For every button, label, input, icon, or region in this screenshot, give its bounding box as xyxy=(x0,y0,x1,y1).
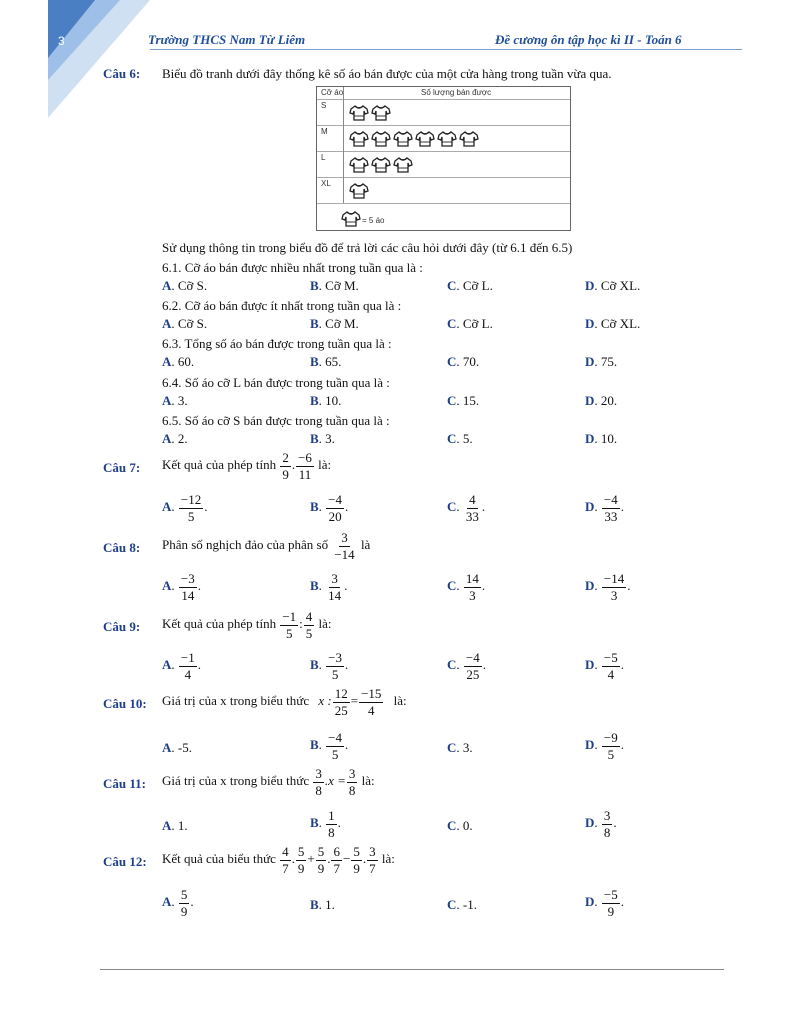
question-10-prompt: Giá trị của x trong biểu thức xyxy=(162,693,310,709)
option-a[interactable]: A. 2. xyxy=(162,431,188,446)
question-11-prompt: Giá trị của x trong biểu thức xyxy=(162,773,310,789)
corner-decoration xyxy=(0,0,150,120)
option-d[interactable]: D. 20. xyxy=(585,393,618,408)
chart-legend-text: = 5 áo xyxy=(362,216,385,225)
fraction: $\frac{-9}{5}$ xyxy=(603,730,618,762)
option-b[interactable]: B. Cỡ M. xyxy=(310,278,359,293)
shirt-icon xyxy=(371,131,391,151)
option-b[interactable]: B. 65. xyxy=(310,354,342,369)
fraction: $\frac{1}{8}$ xyxy=(328,808,335,840)
shirt-icon xyxy=(349,105,369,125)
option-b[interactable]: B. $\frac{-4}{5}$ . xyxy=(310,730,349,762)
shirt-icon xyxy=(349,157,369,177)
option-a[interactable]: A. $\frac{-1}{4}$ . xyxy=(162,650,201,682)
option-a[interactable]: A. -5. xyxy=(162,740,192,755)
chart-size-label: XL xyxy=(321,179,331,188)
option-c[interactable]: C. 3. xyxy=(447,740,473,755)
option-c[interactable]: C. Cỡ L. xyxy=(447,316,493,331)
shirt-icon xyxy=(371,157,391,177)
question-10-label: Câu 10: xyxy=(103,696,147,711)
fraction: $\frac{5}{9}$ xyxy=(180,887,188,919)
fraction: $\frac{-15}{4}$ xyxy=(361,686,382,718)
option-a[interactable]: A. Cỡ S. xyxy=(162,316,208,331)
footer-divider xyxy=(100,969,724,970)
fraction: $\frac{3}{7}$ xyxy=(369,844,376,876)
sub-question: 6.1. Cỡ áo bán được nhiều nhất trong tuần qua là : xyxy=(162,260,423,275)
shirt-icon xyxy=(415,131,435,151)
question-9-text: Kết quả của phép tính $\frac{-1}{5}$ : $\frac{4}{5}$ là: xyxy=(162,609,332,641)
shirt-icon xyxy=(349,131,369,151)
fraction: $\frac{4}{33}$ xyxy=(465,492,479,524)
pictograph-chart xyxy=(316,86,571,231)
option-d[interactable]: D. Cỡ XL. xyxy=(585,316,641,331)
question-11-label: Câu 11: xyxy=(103,776,146,791)
document-title: Đề cương ôn tập học kì II - Toán 6 xyxy=(495,32,682,47)
chart-size-label: S xyxy=(321,101,327,110)
question-12-label: Câu 12: xyxy=(103,854,147,869)
fraction: $\frac{-4}{25}$ xyxy=(465,650,480,682)
question-6-intro: Sử dụng thông tin trong biểu đồ để trả lời các câu hỏi dưới đây (từ 6.1 đến 6.5) xyxy=(162,240,573,255)
fraction: $\frac{-5}{9}$ xyxy=(603,887,618,919)
question-12-text: Kết quả của biểu thức $\frac{4}{7}$ . $\frac{5}{9}$ + $\frac{5}{9}$ . $\frac{6}{7}$ − $\frac{5}{9}$ . $\frac{3}{7}$ là: xyxy=(162,844,395,876)
page-number: 3 xyxy=(58,34,65,48)
sub-question: 6.3. Tổng số áo bán được trong tuần qua là : xyxy=(162,336,392,351)
option-d[interactable]: D. 75. xyxy=(585,354,618,369)
fraction: $\frac{-12}{5}$ xyxy=(180,492,202,524)
option-b[interactable]: B. $\frac{-3}{5}$ . xyxy=(310,650,349,682)
fraction: $\frac{3}{8}$ xyxy=(315,766,322,798)
shirt-icon xyxy=(349,183,369,203)
question-8-label: Câu 8: xyxy=(103,540,141,555)
fraction: $\frac{4}{7}$ xyxy=(282,844,289,876)
fraction: $\frac{5}{9}$ xyxy=(297,844,305,876)
fraction: $\frac{-1}{4}$ xyxy=(180,650,195,682)
shirt-icon xyxy=(393,157,413,177)
option-a[interactable]: A. $\frac{-12}{5}$ . xyxy=(162,492,208,524)
question-9-prompt: Kết quả của phép tính xyxy=(162,616,277,632)
fraction: $\frac{5}{9}$ xyxy=(317,844,325,876)
option-c[interactable]: C. -1. xyxy=(447,897,477,912)
question-6-text: Biểu đồ tranh dưới đây thống kê số áo bán được của một cửa hàng trong tuần vừa qua. xyxy=(162,66,612,81)
fraction: $\frac{-3}{14}$ xyxy=(180,571,195,603)
chart-size-label: M xyxy=(321,127,328,136)
chart-size-label: L xyxy=(321,153,326,162)
shirt-icon xyxy=(371,105,391,125)
fraction: $\frac{-6}{11}$ xyxy=(298,450,312,482)
legend-shirt-icon xyxy=(341,211,361,231)
chart-col-size: Cỡ áo xyxy=(321,88,344,97)
chart-col-count: Số lượng bán được xyxy=(421,88,492,97)
question-12-prompt: Kết quả của biểu thức xyxy=(162,851,276,867)
option-c[interactable]: C. Cỡ L. xyxy=(447,278,493,293)
fraction: $\frac{4}{5}$ xyxy=(305,609,313,641)
fraction: $\frac{5}{9}$ xyxy=(353,844,360,876)
option-c[interactable]: C. $\frac{4}{33}$ . xyxy=(447,492,486,524)
option-a[interactable]: A. 60. xyxy=(162,354,195,369)
option-c[interactable]: C. 70. xyxy=(447,354,480,369)
question-8-text: Phân số nghịch đảo của phân số $\frac{3}{-14}$ là xyxy=(162,530,371,562)
option-a[interactable]: A. Cỡ S. xyxy=(162,278,208,293)
chart-column-divider xyxy=(343,87,344,203)
option-d[interactable]: D. Cỡ XL. xyxy=(585,278,641,293)
sub-question: 6.2. Cỡ áo bán được ít nhất trong tuần qua là : xyxy=(162,298,402,313)
fraction: $\frac{3}{8}$ xyxy=(348,766,356,798)
school-name: Trường THCS Nam Từ Liêm xyxy=(148,32,306,47)
question-12-expression: $\frac{4}{7}$ . $\frac{5}{9}$ + $\frac{5}{9}$ . $\frac{6}{7}$ − $\frac{5}{9}$ . $\frac{3}{7}$ xyxy=(282,844,376,876)
option-b[interactable]: B. 10. xyxy=(310,393,342,408)
shirt-icon xyxy=(459,131,479,151)
question-7-text: Kết quả của phép tính $\frac{2}{9}$ . $\frac{-6}{11}$ là: xyxy=(162,450,332,482)
option-b[interactable]: B. $\frac{-4}{20}$ . xyxy=(310,492,349,524)
question-7-prompt: Kết quả của phép tính xyxy=(162,457,277,473)
option-b[interactable]: B. $\frac{1}{8}$ . xyxy=(310,808,341,840)
header-divider xyxy=(150,49,742,50)
fraction: $\frac{2}{9}$ xyxy=(282,450,289,482)
shirt-icon xyxy=(437,131,457,151)
fraction: $\frac{3}{14}$ xyxy=(328,571,342,603)
question-9-label: Câu 9: xyxy=(103,619,141,634)
option-c[interactable]: C. 0. xyxy=(447,818,473,833)
option-c[interactable]: C. $\frac{14}{3}$ . xyxy=(447,571,486,603)
fraction: $\frac{-3}{5}$ xyxy=(328,650,343,682)
fraction: $\frac{-4}{33}$ xyxy=(603,492,618,524)
option-b[interactable]: B. Cỡ M. xyxy=(310,316,359,331)
option-b[interactable]: B. 3. xyxy=(310,431,335,446)
option-a[interactable]: A. $\frac{5}{9}$ . xyxy=(162,887,194,919)
option-d[interactable]: D. $\frac{-14}{3}$ . xyxy=(585,571,631,603)
fraction: $\frac{6}{7}$ xyxy=(333,844,340,876)
option-a[interactable]: A. 3. xyxy=(162,393,188,408)
option-b[interactable]: B. $\frac{3}{14}$ . xyxy=(310,571,348,603)
question-10-text: Giá trị của x trong biểu thức x : $\frac{12}{25}$ = $\frac{-15}{4}$ là: xyxy=(162,686,407,718)
option-b[interactable]: B. 1. xyxy=(310,897,335,912)
option-c[interactable]: C. $\frac{-4}{25}$ . xyxy=(447,650,486,682)
option-a[interactable]: A. $\frac{-3}{14}$ . xyxy=(162,571,201,603)
sub-question: 6.4. Số áo cỡ L bán được trong tuần qua là : xyxy=(162,375,390,390)
option-d[interactable]: D. $\frac{-5}{4}$ . xyxy=(585,650,624,682)
fraction: $\frac{-5}{4}$ xyxy=(603,650,618,682)
question-8-prompt: Phân số nghịch đảo của phân số xyxy=(162,537,329,553)
option-d[interactable]: D. $\frac{-5}{9}$ . xyxy=(585,887,624,919)
fraction: $\frac{-4}{20}$ xyxy=(328,492,343,524)
option-d[interactable]: D. $\frac{-9}{5}$ . xyxy=(585,730,624,762)
fraction: $\frac{14}{3}$ xyxy=(465,571,479,603)
fraction: $\frac{3}{8}$ xyxy=(603,808,611,840)
fraction: $\frac{12}{25}$ xyxy=(334,686,348,718)
option-d[interactable]: D. $\frac{3}{8}$ . xyxy=(585,808,617,840)
shirt-icon xyxy=(393,131,413,151)
fraction: $\frac{-1}{5}$ xyxy=(282,609,297,641)
option-a[interactable]: A. 1. xyxy=(162,818,188,833)
question-11-text: Giá trị của x trong biểu thức $\frac{3}{8}$ .x = $\frac{3}{8}$ là: xyxy=(162,766,375,798)
fraction: $\frac{-4}{5}$ xyxy=(328,730,343,762)
option-c[interactable]: C. 5. xyxy=(447,431,473,446)
fraction: $\frac{-14}{3}$ xyxy=(603,571,625,603)
option-d[interactable]: D. $\frac{-4}{33}$ . xyxy=(585,492,624,524)
sub-question: 6.5. Số áo cỡ S bán được trong tuần qua là : xyxy=(162,413,390,428)
fraction: $\frac{3}{-14}$ xyxy=(334,530,355,562)
option-d[interactable]: D. 10. xyxy=(585,431,618,446)
option-c[interactable]: C. 15. xyxy=(447,393,480,408)
question-7-label: Câu 7: xyxy=(103,460,141,475)
question-6-label: Câu 6: xyxy=(103,66,141,81)
